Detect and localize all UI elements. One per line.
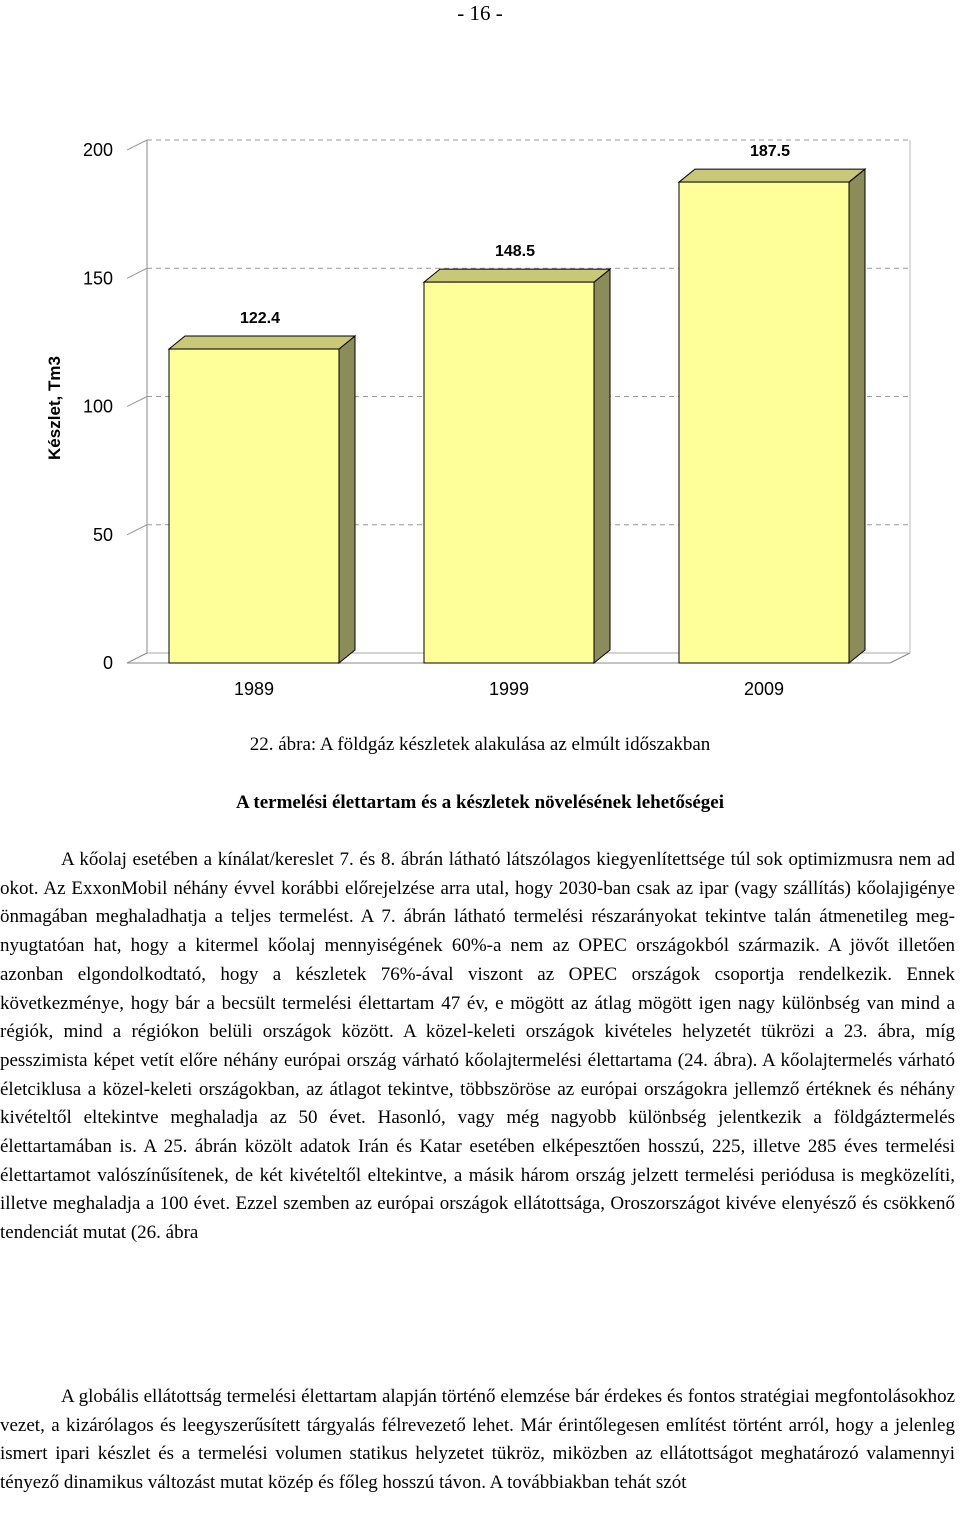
- bar-front-face: [424, 282, 594, 663]
- bar-side-face: [339, 336, 355, 663]
- floor-right-edge: [890, 653, 910, 663]
- bar-1999: [424, 269, 610, 663]
- y-tick-label: 150: [82, 268, 113, 289]
- x-tick-label: 1999: [488, 679, 530, 699]
- section-heading: A termelési élettartam és a készletek növelésének lehetőségei: [235, 792, 725, 813]
- gridline-connector: [127, 268, 147, 278]
- bar-chart: [0, 110, 960, 710]
- gridline-connector: [127, 397, 147, 407]
- x-tick-label: 1989: [233, 679, 275, 699]
- data-label: 148.5: [494, 243, 536, 261]
- figure-caption: 22. ábra: A földgáz készletek alakulása az elmúlt időszakban: [249, 734, 711, 755]
- bar-front-face: [679, 182, 849, 663]
- bar-1989: [169, 336, 355, 663]
- y-tick-label: 200: [82, 140, 113, 160]
- y-tick-label: 50: [92, 524, 113, 545]
- y-tick-label: 100: [82, 396, 113, 417]
- page-number: - 16 -: [457, 1, 503, 25]
- data-label: 122.4: [239, 310, 281, 328]
- data-label: 187.5: [749, 143, 791, 161]
- bar-top-face: [169, 336, 355, 349]
- y-tick-label: 0: [102, 653, 113, 673]
- y-axis-label: Készlet, Tm3: [45, 356, 64, 460]
- floor-left-edge: [127, 653, 147, 663]
- bar-top-face: [679, 169, 865, 182]
- x-axis-ticks: [234, 679, 784, 699]
- gridline-connector: [127, 140, 147, 150]
- x-tick-label: 2009: [743, 679, 785, 699]
- bar-side-face: [849, 169, 865, 663]
- bar-side-face: [594, 269, 610, 663]
- y-axis-ticks: [83, 140, 113, 673]
- paragraph-2: A globális ellátottság termelési élettartam alapján történő elemzése bár érdekes és fontos stratégiai megfontolásokhoz vezet, a kizárólagos és leegyszerűsített tárgyalás félrevezető lehet. Már érintőlegesen említést történt arról, hogy a jelenleg ismert ipari készlet és a termelési volumen statikus helyzetet tükröz, miközben az ellátottságot meghatározó valamennyi tényező dinamikus változást mutat közép és főleg hosszú távon. A továbbiakban tehát szót: [0, 1386, 955, 1494]
- bar-top-face: [424, 269, 610, 282]
- gridline-connector: [127, 525, 147, 535]
- bar-2009: [679, 169, 865, 663]
- bar-front-face: [169, 349, 339, 663]
- paragraph-1: A kőolaj esetében a kínálat/kereslet 7. és 8. ábrán látható látszólagos kiegyenlítettsége túl sok optimizmusra nem ad okot. Az ExxonMobil néhány évvel korábbi előrejelzése arra utal, hogy 2030-ban csak az ipar (vagy szállítás) kőolajigénye önmagában meghaladhatja a teljes termelést. A 7. ábrán látható termelési részarányokat tekintve talán átmenetileg megnyugtatóan hat, hogy a kitermel kőolaj mennyiségének 60%-a nem az OPEC országokból származik. A jövőt illetően azonban elgondolkodtató, hogy a készletek 76%-ával viszont az OPEC országok csoportja rendelkezik. Ennek következménye, hogy bár a becsült termelési élettartam 47 év, e mögött az átlag mögött igen nagy különbség van mind a régiók, mind a régiókon belüli országok között. A közel-keleti országok kivételes helyzetét tükrözi a 23. ábra, míg pesszimista képet vetít előre néhány európai ország várható kőolajtermelési élettartama (24. ábra). A kőolajtermelés várható életciklusa a közel-keleti országokban, az átlagot tekintve, többszöröse az európai országokra jellemző értéknek és néhány kivételtől eltekintve meghaladja az 50 évet. Hasonló, vagy még nagyobb különbség jelentkezik a földgáztermelés élettartamában is. A 25. ábrán közölt adatok Irán és Katar esetében elképesztően hosszú, 225, illetve 285 éves termelési élettartamot valószínűsítenek, de két kivételtől eltekintve, a másik három ország jelzett termelési periódusa is megközelíti, illetve meghaladja a 100 évet. Ezzel szemben az európai országok ellátottsága, Oroszországot kivéve elenyésző és csökkenő tendenciát mutat (26. ábra: [0, 849, 955, 1244]
